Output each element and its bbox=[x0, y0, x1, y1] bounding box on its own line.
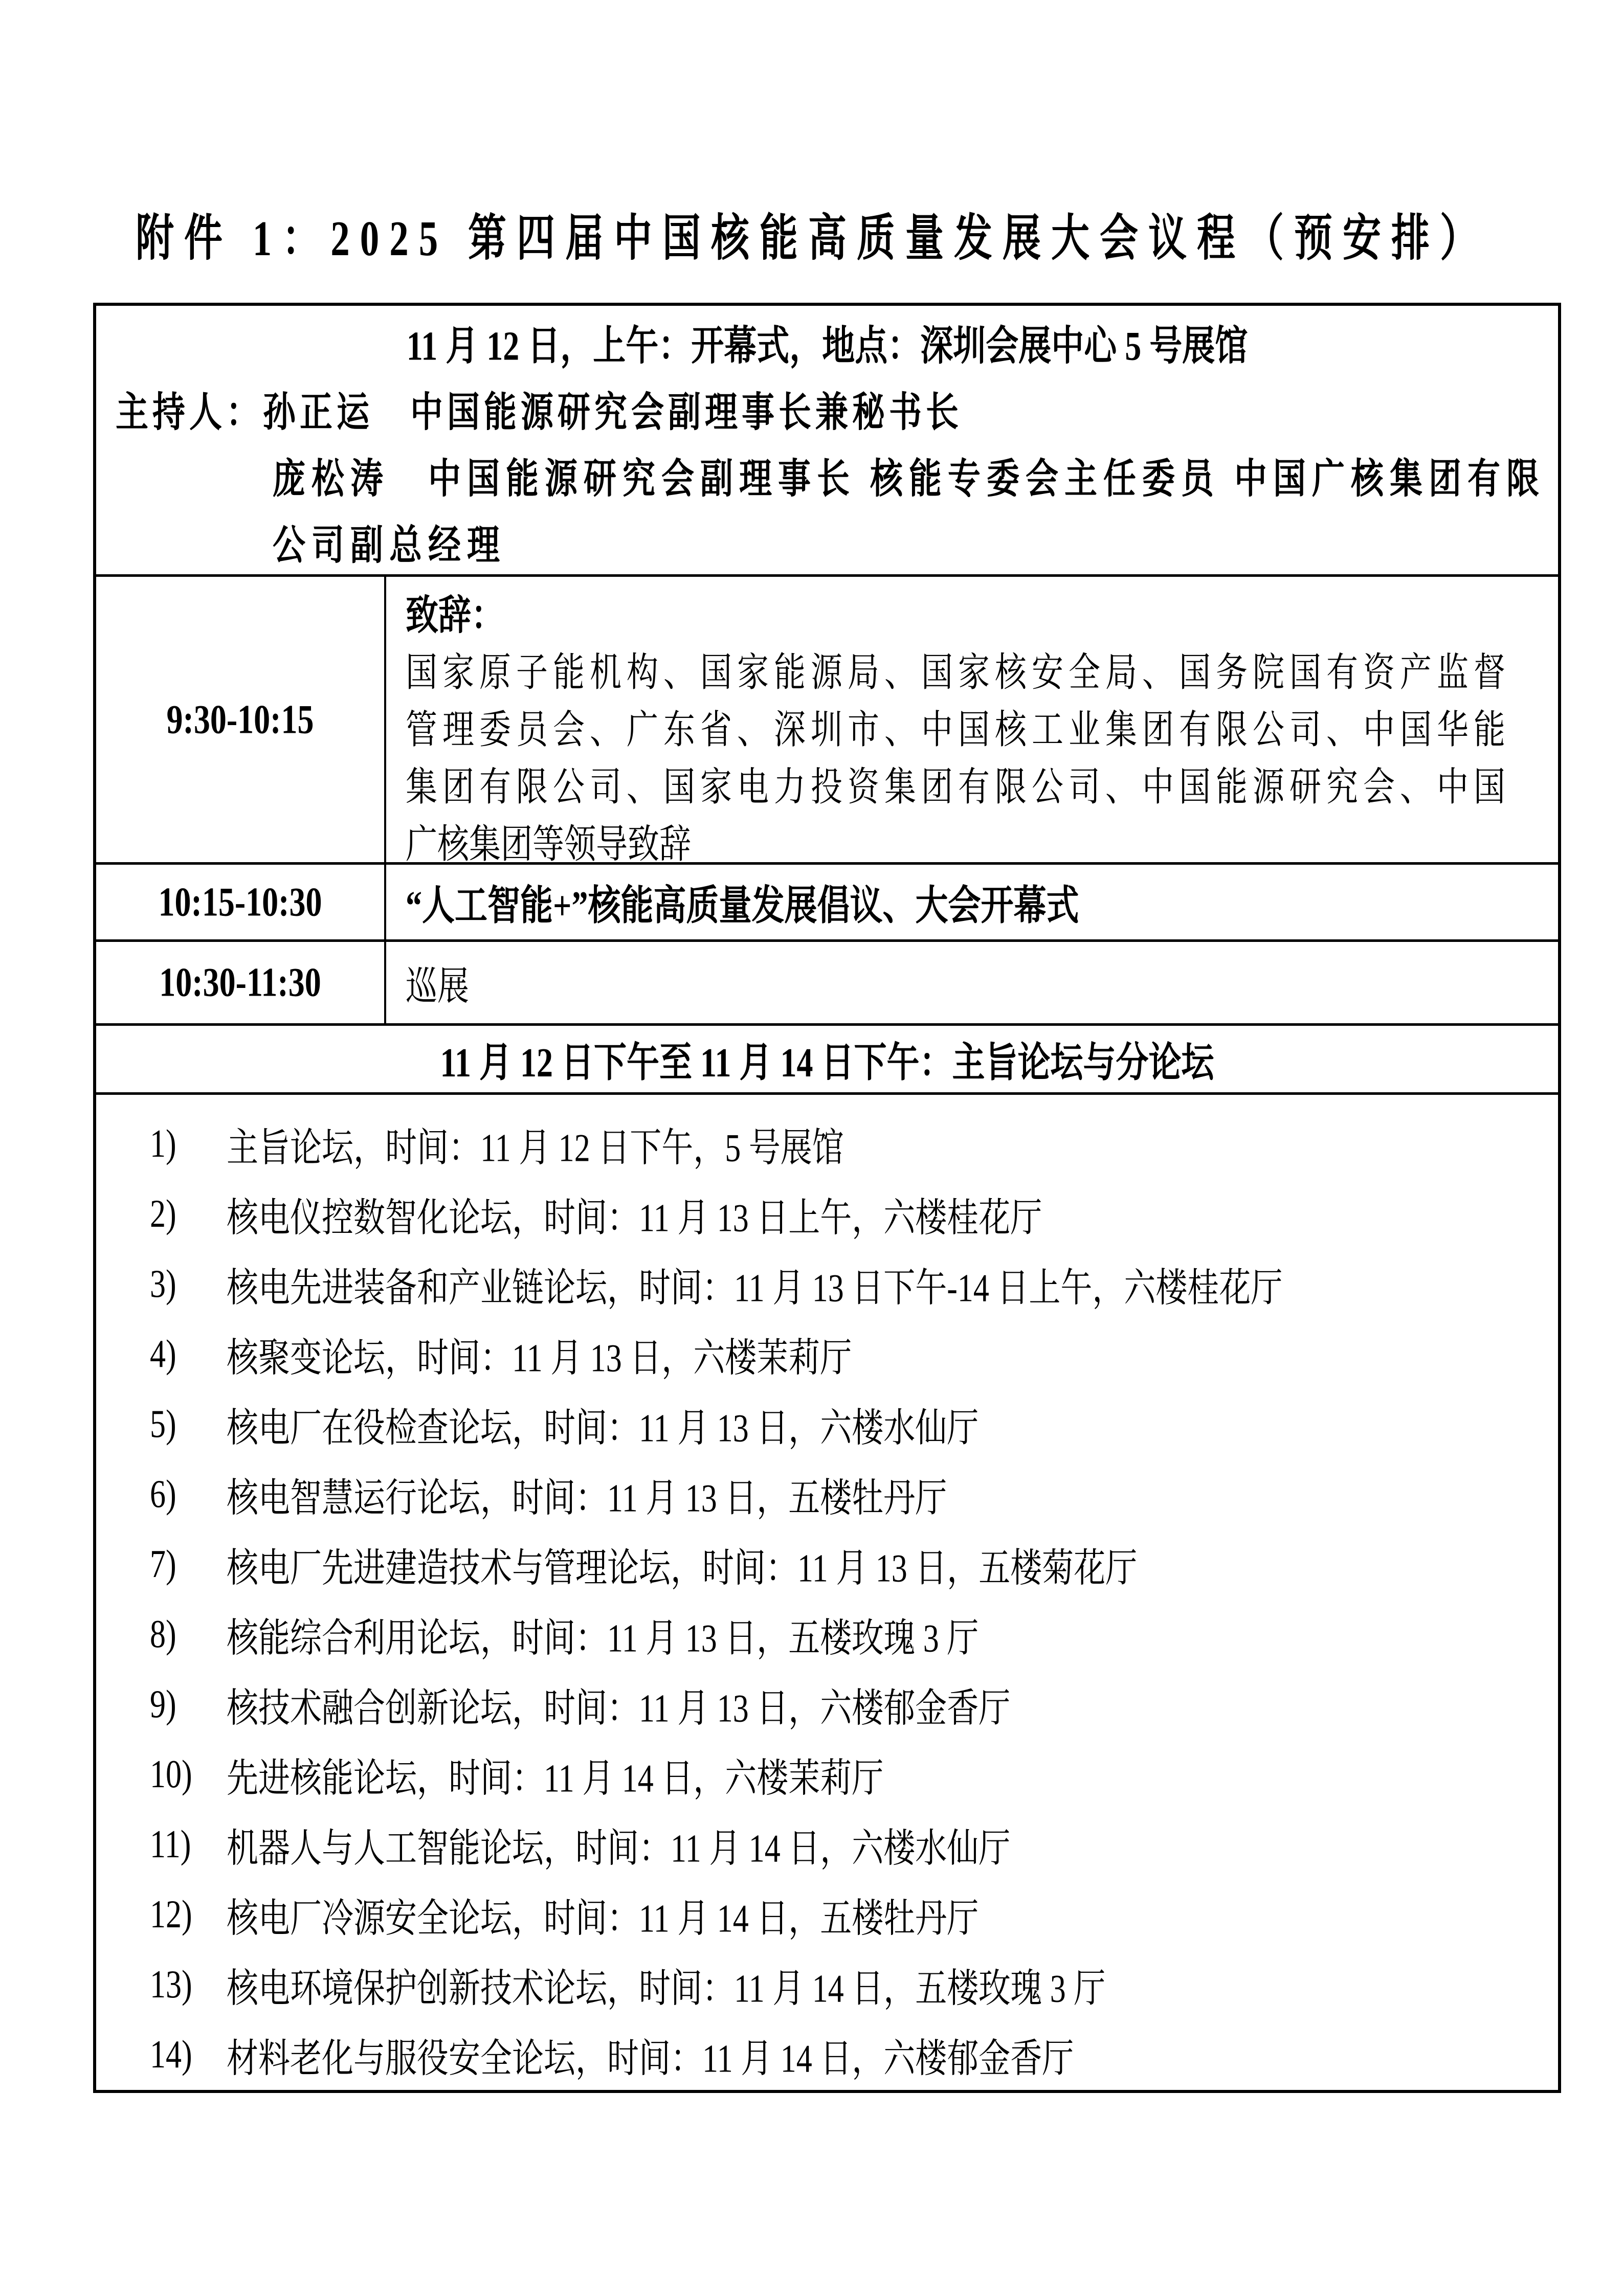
tour-time: 10:30-11:30 bbox=[159, 959, 321, 1005]
speech-row bbox=[96, 577, 1558, 865]
forum-item-number: 5) bbox=[150, 1402, 176, 1446]
forums-list-cell bbox=[96, 1095, 1558, 2090]
forum-item-text: 核电先进装备和产业链论坛，时间：11 月 13 日下午-14 日上午，六楼桂花厅 bbox=[227, 1267, 1283, 1311]
speech-text-line: 管理委员会、广东省、深圳市、中国核工业集团有限公司、中国华能 bbox=[406, 708, 1511, 752]
forum-item-number: 12) bbox=[150, 1893, 192, 1937]
speech-text-line: 广核集团等领导致辞 bbox=[406, 823, 692, 867]
forum-item-text: 核电仪控数智化论坛，时间：11 月 13 日上午，六楼桂花厅 bbox=[227, 1197, 1042, 1241]
forum-item-text: 核技术融合创新论坛，时间：11 月 13 日，六楼郁金香厅 bbox=[227, 1687, 1011, 1731]
opening-session-header: 11 月 12 日，上午：开幕式，地点：深圳会展中心 5 号展馆 bbox=[406, 323, 1248, 369]
forum-list-item bbox=[96, 1529, 1558, 1600]
host-line-2: 庞松涛 中国能源研究会副理事长 核能专委会主任委员 中国广核集团有限 bbox=[273, 456, 1545, 502]
forum-list-item bbox=[96, 1880, 1558, 1950]
forum-item-number: 8) bbox=[150, 1612, 176, 1656]
forum-item-text: 主旨论坛，时间：11 月 12 日下午，5 号展馆 bbox=[227, 1127, 844, 1170]
forum-item-number: 1) bbox=[150, 1122, 176, 1166]
forum-item-number: 6) bbox=[150, 1472, 176, 1516]
forum-item-number: 2) bbox=[150, 1192, 176, 1236]
speech-content-cell bbox=[386, 577, 1558, 867]
proposal-text: “人工智能+”核能高质量发展倡议、大会开幕式 bbox=[406, 883, 1079, 929]
proposal-time: 10:15-10:30 bbox=[158, 879, 322, 925]
page-title: 附件 1：2025 第四届中国核能高质量发展大会议程（预安排） bbox=[135, 211, 1488, 267]
tour-time-cell bbox=[96, 942, 386, 1023]
forum-list-item bbox=[96, 2020, 1558, 2090]
host-line-3: 公司副总经理 bbox=[273, 523, 506, 568]
forum-item-number: 9) bbox=[150, 1682, 176, 1726]
forum-item-text: 核电厂先进建造技术与管理论坛，时间：11 月 13 日，五楼菊花厅 bbox=[227, 1547, 1138, 1591]
forum-item-number: 10) bbox=[150, 1752, 192, 1796]
forum-item-text: 核聚变论坛，时间：11 月 13 日，六楼茉莉厅 bbox=[227, 1337, 852, 1381]
tour-text: 巡展 bbox=[406, 965, 470, 1008]
tour-row bbox=[96, 942, 1558, 1026]
forum-item-text: 机器人与人工智能论坛，时间：11 月 14 日，六楼水仙厅 bbox=[227, 1827, 1011, 1871]
forum-item-number: 14) bbox=[150, 2033, 192, 2077]
forum-item-text: 材料老化与服役安全论坛，时间：11 月 14 日，六楼郁金香厅 bbox=[227, 2037, 1074, 2081]
tour-content-cell bbox=[386, 942, 1558, 1023]
forum-item-text: 先进核能论坛，时间：11 月 14 日，六楼茉莉厅 bbox=[227, 1757, 884, 1801]
speech-lead: 致辞： bbox=[406, 593, 504, 638]
opening-session-cell bbox=[96, 306, 1558, 577]
speech-text-line: 国家原子能机构、国家能源局、国家核安全局、国务院国有资产监督 bbox=[406, 651, 1511, 695]
forum-list-item bbox=[96, 1950, 1558, 2020]
speech-time: 9:30-10:15 bbox=[166, 696, 314, 742]
forum-list bbox=[96, 1109, 1558, 2090]
forum-item-number: 7) bbox=[150, 1542, 176, 1586]
forum-list-item bbox=[96, 1319, 1558, 1389]
forum-list-item bbox=[96, 1810, 1558, 1880]
forum-item-text: 核电厂在役检查论坛，时间：11 月 13 日，六楼水仙厅 bbox=[227, 1407, 979, 1451]
forum-item-number: 3) bbox=[150, 1262, 176, 1306]
forum-item-number: 4) bbox=[150, 1332, 176, 1376]
proposal-time-cell bbox=[96, 865, 386, 939]
forum-list-item bbox=[96, 1249, 1558, 1319]
speech-text-line: 集团有限公司、国家电力投资集团有限公司、中国能源研究会、中国 bbox=[406, 766, 1511, 809]
forum-list-item bbox=[96, 1670, 1558, 1740]
forum-list-item bbox=[96, 1109, 1558, 1179]
forum-item-number: 11) bbox=[150, 1822, 191, 1866]
forum-item-text: 核能综合利用论坛，时间：11 月 13 日，五楼玫瑰 3 厅 bbox=[227, 1617, 979, 1661]
forum-list-item bbox=[96, 1459, 1558, 1529]
forums-section-header-row bbox=[96, 1026, 1558, 1095]
host-line-1: 主持人：孙正运 中国能源研究会副理事长兼秘书长 bbox=[116, 390, 963, 435]
forums-section-header: 11 月 12 日下午至 11 月 14 日下午：主旨论坛与分论坛 bbox=[440, 1040, 1214, 1086]
forum-list-item bbox=[96, 1179, 1558, 1249]
forum-list-item bbox=[96, 1389, 1558, 1459]
forum-item-text: 核电智慧运行论坛，时间：11 月 13 日，五楼牡丹厅 bbox=[227, 1477, 947, 1521]
forum-item-number: 13) bbox=[150, 1963, 192, 2007]
forum-list-item bbox=[96, 1600, 1558, 1670]
forum-item-text: 核电环境保护创新技术论坛，时间：11 月 14 日，五楼玫瑰 3 厅 bbox=[227, 1967, 1106, 2011]
forum-item-text: 核电厂冷源安全论坛，时间：11 月 14 日，五楼牡丹厅 bbox=[227, 1897, 979, 1941]
speech-time-cell bbox=[96, 577, 386, 862]
agenda-table bbox=[93, 303, 1561, 2093]
forum-list-item bbox=[96, 1740, 1558, 1810]
